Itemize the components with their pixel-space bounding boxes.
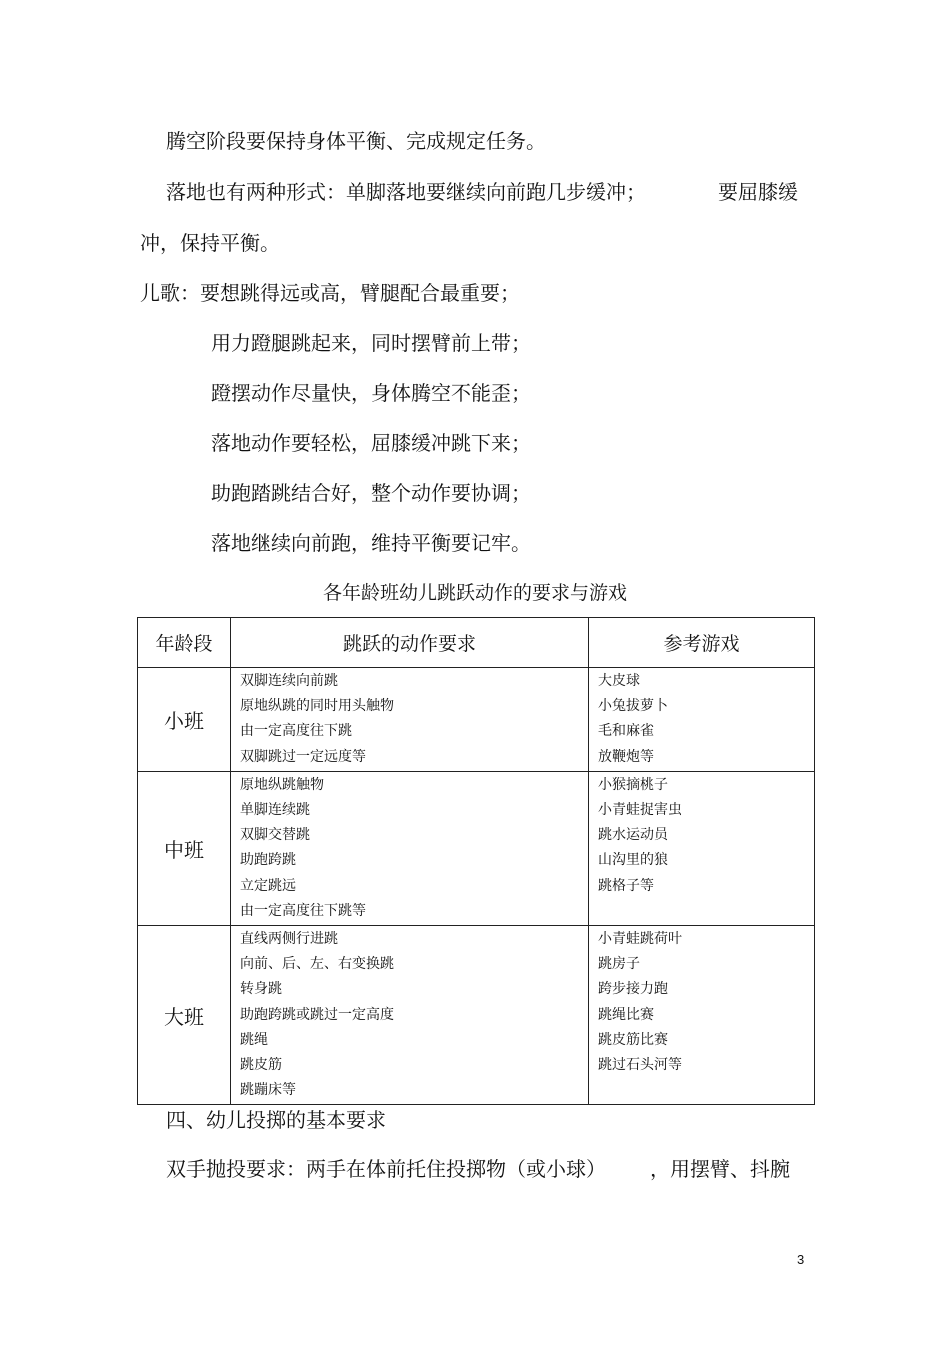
paragraph-line: 腾空阶段要保持身体平衡、完成规定任务。: [166, 129, 546, 153]
requirement-item: 立定跳远: [240, 877, 296, 894]
rhyme-intro: 儿歌：要想跳得远或高，臂腿配合最重要；: [140, 281, 520, 305]
game-item: 小兔拔萝卜: [598, 698, 668, 715]
table-row: [138, 926, 815, 1105]
requirement-item: 助跑跨跳或跳过一定高度: [240, 1006, 394, 1023]
requirement-item: 跳蹦床等: [240, 1082, 296, 1099]
header-games: 参考游戏: [589, 618, 815, 668]
requirement-item: 单脚连续跳: [240, 802, 310, 819]
requirement-item: 由一定高度往下跳: [240, 723, 352, 740]
game-item: 跳过石头河等: [598, 1057, 682, 1074]
game-item: 跨步接力跑: [598, 981, 668, 998]
requirement-item: 向前、后、左、右变换跳: [240, 956, 394, 973]
rhyme-line: 落地动作要轻松，屈膝缓冲跳下来；: [211, 431, 531, 455]
game-item: 毛和麻雀: [598, 723, 654, 740]
games-cell: [589, 926, 815, 1105]
rhyme-line: 用力蹬腿跳起来，同时摆臂前上带；: [211, 331, 531, 355]
requirement-item: 跳绳: [240, 1031, 268, 1048]
game-item: 跳皮筋比赛: [598, 1031, 668, 1048]
age-cell: 中班: [138, 771, 231, 925]
game-item: 跳格子等: [598, 877, 654, 894]
game-item: 跳绳比赛: [598, 1006, 654, 1023]
requirement-item: 由一定高度往下跳等: [240, 902, 366, 919]
jump-requirements-table: [137, 617, 815, 1105]
game-item: 跳房子: [598, 956, 640, 973]
requirement-item: 原地纵跳触物: [240, 776, 324, 793]
game-item: 小青蛙捉害虫: [598, 802, 682, 819]
table-row: [138, 771, 815, 925]
paragraph-line: ，用摆臂、抖腕: [650, 1157, 790, 1181]
table-header-row: [138, 618, 815, 668]
games-cell: [589, 771, 815, 925]
rhyme-line: 助跑踏跳结合好，整个动作要协调；: [211, 481, 531, 505]
games-cell: [589, 668, 815, 772]
age-cell: 小班: [138, 668, 231, 772]
page-number: 3: [797, 1252, 805, 1267]
requirements-cell: [231, 926, 589, 1105]
header-age: 年龄段: [138, 618, 231, 668]
paragraph-line: 落地也有两种形式：单脚落地要继续向前跑几步缓冲；: [166, 180, 646, 204]
requirement-item: 双脚跳过一定远度等: [240, 748, 366, 765]
requirement-item: 转身跳: [240, 981, 282, 998]
paragraph-line: 要屈膝缓: [718, 180, 798, 204]
game-item: 跳水运动员: [598, 827, 668, 844]
age-cell: 大班: [138, 926, 231, 1105]
requirement-item: 助跑跨跳: [240, 852, 296, 869]
requirement-item: 双脚连续向前跳: [240, 673, 338, 689]
section-heading: 四、幼儿投掷的基本要求: [166, 1108, 386, 1132]
game-item: 小猴摘桃子: [598, 776, 668, 793]
rhyme-line: 蹬摆动作尽量快，身体腾空不能歪；: [211, 381, 531, 405]
requirements-cell: [231, 668, 589, 772]
table-caption: 各年龄班幼儿跳跃动作的要求与游戏: [322, 582, 627, 604]
paragraph-line: 冲，保持平衡。: [140, 231, 280, 255]
requirements-cell: [231, 771, 589, 925]
requirement-item: 原地纵跳的同时用头触物: [240, 698, 394, 715]
header-requirements: 跳跃的动作要求: [231, 618, 589, 668]
requirement-item: 跳皮筋: [240, 1057, 282, 1074]
table-row: [138, 668, 815, 772]
requirement-item: 双脚交替跳: [240, 827, 310, 844]
game-item: 大皮球: [598, 673, 640, 689]
game-item: 放鞭炮等: [598, 748, 654, 765]
game-item: 小青蛙跳荷叶: [598, 931, 682, 948]
requirement-item: 直线两侧行进跳: [240, 931, 338, 948]
rhyme-line: 落地继续向前跑，维持平衡要记牢。: [211, 531, 531, 555]
paragraph-line: 双手抛投要求：两手在体前托住投掷物（或小球）: [166, 1157, 606, 1181]
game-item: 山沟里的狼: [598, 852, 668, 869]
